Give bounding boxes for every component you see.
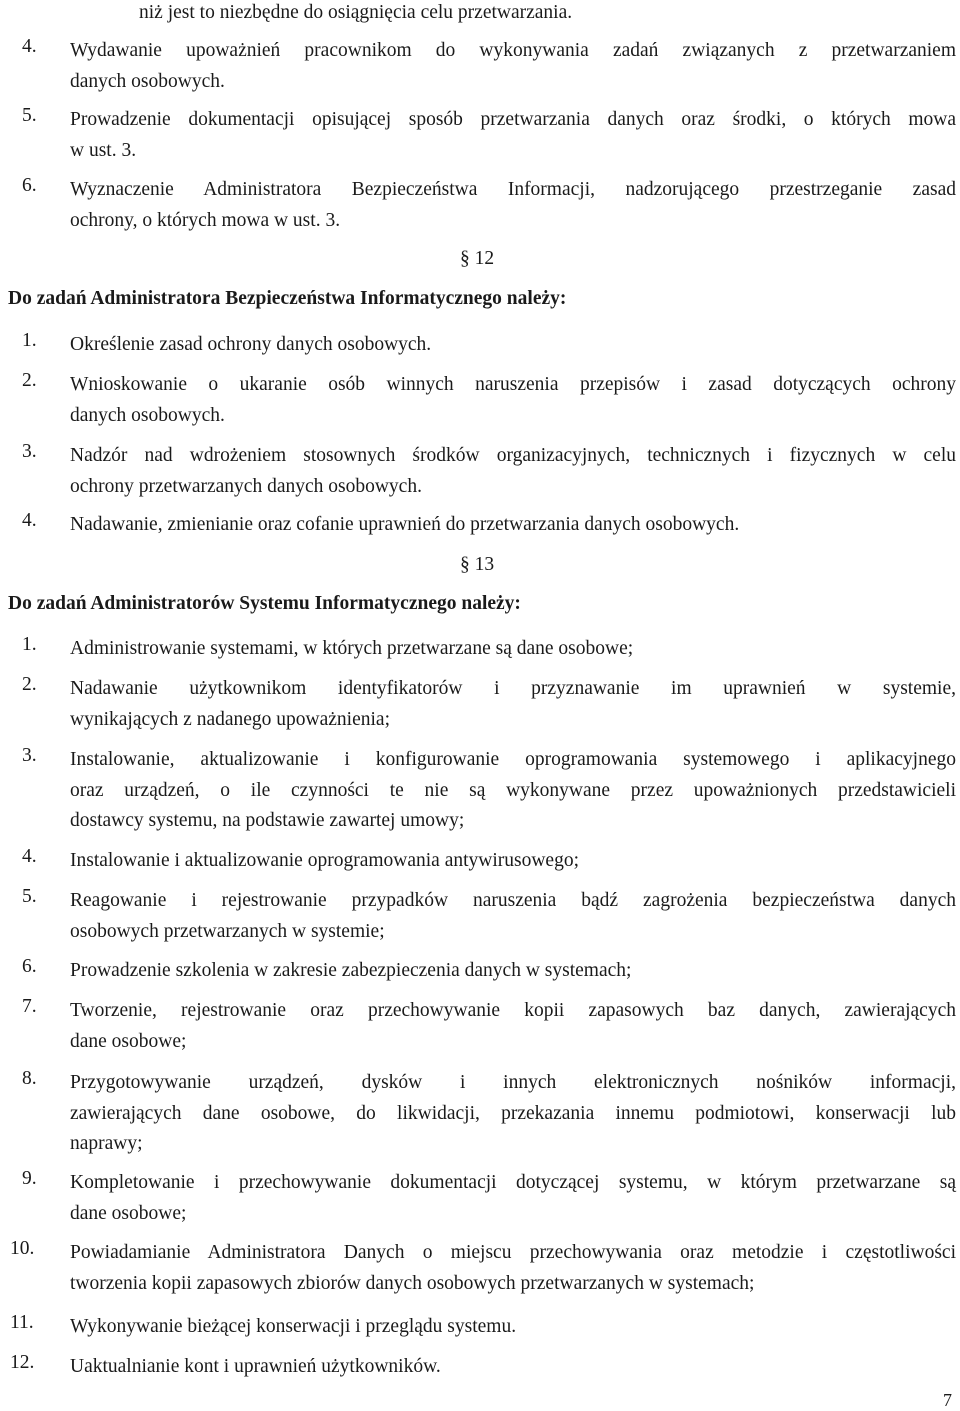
list-item-line: Wykonywanie bieżącej konserwacji i przeglądu systemu. (70, 1316, 517, 1337)
list-item-line: danych osobowych. (70, 404, 225, 426)
list-item-number: 12. (10, 1352, 35, 1373)
list-item-number: 6. (22, 956, 37, 977)
list-item-line: w ust. 3. (70, 139, 137, 161)
list-item-text (70, 370, 956, 431)
list-item-text (70, 36, 956, 97)
list-item-line: Określenie zasad ochrony danych osobowych. (70, 334, 432, 355)
list-item-line: osobowych przetwarzanych w systemie; (70, 920, 385, 942)
list-item-number: 11. (10, 1312, 34, 1333)
list-item-line: zawierających dane osobowe, do likwidacji, przekazania innemu podmiotowi, konserwacji lub (70, 1102, 956, 1124)
list-item-text (70, 1312, 956, 1343)
list-item-text (70, 510, 956, 541)
list-item-number: 2. (22, 674, 37, 695)
list-item-text (70, 846, 956, 877)
list-item-line: wynikających z nadanego upoważnienia; (70, 708, 390, 730)
list-item-text (70, 1352, 956, 1383)
list-item-line: Prowadzenie dokumentacji opisującej sposób przetwarzania danych oraz środki, o których mowa (70, 109, 956, 130)
list-item-number: 5. (22, 886, 37, 907)
list-item-number: 7. (22, 996, 37, 1017)
list-item-text (70, 674, 956, 735)
list-item-line: Instalowanie, aktualizowanie i konfigurowanie oprogramowania systemowego i aplikacyjnego (70, 749, 956, 770)
list-item-line: ochrony, o których mowa w ust. 3. (70, 209, 341, 231)
list-item-line: Kompletowanie i przechowywanie dokumentacji dotyczącej systemu, w którym przetwarzane są (70, 1172, 956, 1193)
list-item-line: dane osobowe; (70, 1030, 187, 1052)
list-item-line: Instalowanie i aktualizowanie oprogramowania antywirusowego; (70, 850, 580, 871)
list-item-number: 4. (22, 846, 37, 867)
list-item-line: Powiadamianie Administratora Danych o miejscu przechowywania oraz metodzie i częstotliwości (70, 1242, 956, 1263)
list-item-line: Nadawanie użytkownikom identyfikatorów i przyznawanie im uprawnień w systemie, (70, 678, 956, 699)
list-item-line: Reagowanie i rejestrowanie przypadków naruszenia bądź zagrożenia bezpieczeństwa danych (70, 890, 956, 911)
list-item-text (70, 330, 956, 361)
section-13-heading: Do zadań Administratorów Systemu Informatycznego należy: (8, 593, 521, 614)
list-item-line: Tworzenie, rejestrowanie oraz przechowywanie kopii zapasowych baz danych, zawierających (70, 1000, 956, 1021)
list-item-number: 2. (22, 370, 37, 391)
list-item-text (70, 886, 956, 947)
list-item-line: Uaktualnianie kont i uprawnień użytkowników. (70, 1356, 441, 1377)
list-item-number: 3. (22, 745, 37, 766)
list-item-line: Wydawanie upoważnień pracownikom do wykonywania zadań związanych z przetwarzaniem (70, 40, 956, 61)
list-item-text (70, 956, 956, 987)
list-item-text (70, 745, 956, 837)
list-item-number: 5. (22, 105, 37, 126)
list-item-number: 9. (22, 1168, 37, 1189)
section-13-symbol: § 13 (460, 554, 495, 575)
list-item-text (70, 996, 956, 1057)
list-item-text (70, 1238, 956, 1299)
list-item-line: Nadzór nad wdrożeniem stosownych środków organizacyjnych, technicznych i fizycznych w celu (70, 445, 956, 466)
list-item-text (70, 441, 956, 502)
list-item-text (70, 105, 956, 166)
list-item-line: Wnioskowanie o ukaranie osób winnych naruszenia przepisów i zasad dotyczących ochrony (70, 374, 956, 395)
page-number: 7 (943, 1390, 952, 1410)
list-item-line: Prowadzenie szkolenia w zakresie zabezpieczenia danych w systemach; (70, 960, 632, 981)
list-item-line: Administrowanie systemami, w których przetwarzane są dane osobowe; (70, 638, 634, 659)
list-item-line: dane osobowe; (70, 1202, 187, 1224)
list-item-text (70, 634, 956, 665)
list-item-number: 3. (22, 441, 37, 462)
section-12-heading: Do zadań Administratora Bezpieczeństwa Informatycznego należy: (8, 288, 567, 309)
list-item-line: oraz urządzeń, o ile czynności te nie są wykonywane przez upoważnionych przedstawicieli (70, 779, 956, 801)
list-item-line: ochrony przetwarzanych danych osobowych. (70, 475, 422, 497)
list-item-number: 4. (22, 510, 37, 531)
list-item-line: tworzenia kopii zapasowych zbiorów danych osobowych przetwarzanych w systemach; (70, 1272, 755, 1294)
list-item-number: 10. (10, 1238, 35, 1259)
list-item-line: danych osobowych. (70, 70, 225, 92)
list-item-line: dostawcy systemu, na podstawie zawartej umowy; (70, 810, 465, 831)
list-item-text (70, 1068, 956, 1160)
continuation-line: niż jest to niezbędne do osiągnięcia celu przetwarzania. (139, 2, 573, 23)
list-item-line: Nadawanie, zmienianie oraz cofanie uprawnień do przetwarzania danych osobowych. (70, 514, 740, 535)
list-item-text (70, 175, 956, 236)
list-item-number: 8. (22, 1068, 37, 1089)
list-item-text (70, 1168, 956, 1229)
list-item-line: Wyznaczenie Administratora Bezpieczeństwa Informacji, nadzorującego przestrzeganie zasad (70, 179, 956, 200)
list-item-number: 1. (22, 634, 37, 655)
list-item-number: 4. (22, 36, 37, 57)
list-item-line: Przygotowywanie urządzeń, dysków i innych elektronicznych nośników informacji, (70, 1072, 956, 1093)
list-item-line: naprawy; (70, 1133, 143, 1154)
section-12-symbol: § 12 (460, 248, 495, 269)
list-item-number: 6. (22, 175, 37, 196)
list-item-number: 1. (22, 330, 37, 351)
